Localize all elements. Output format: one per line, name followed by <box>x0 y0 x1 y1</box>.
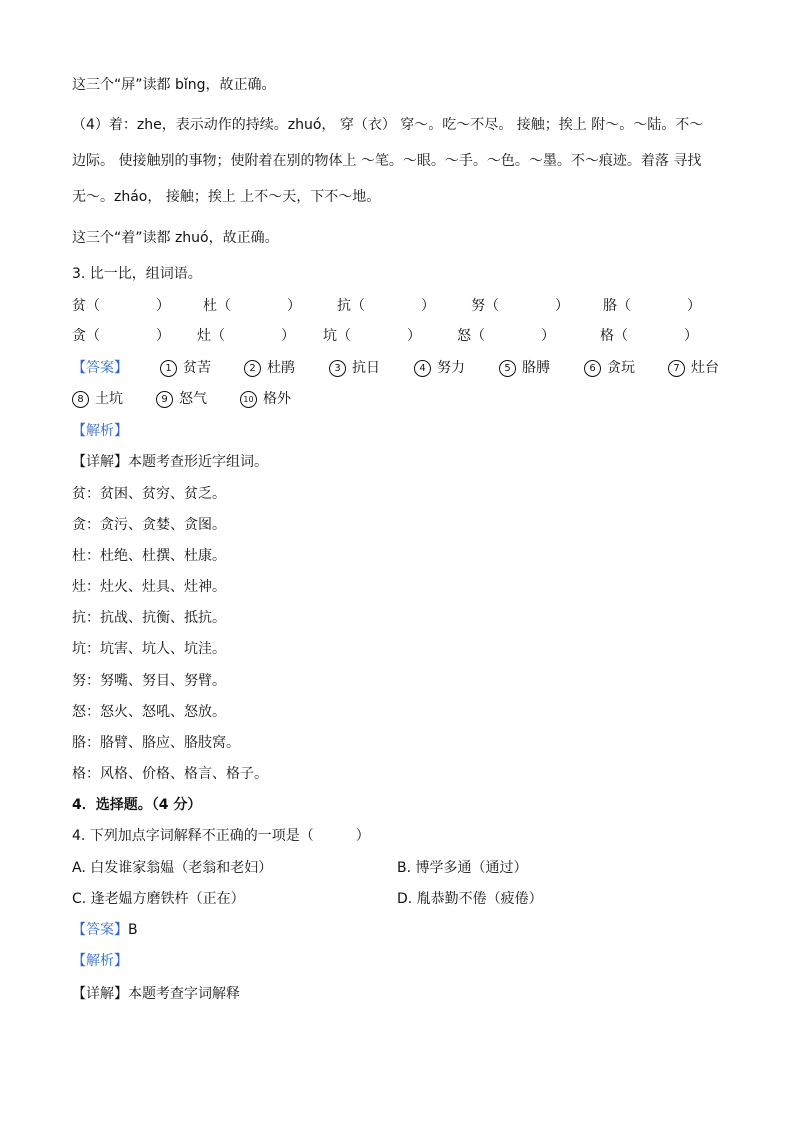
option-b: B. 博学多通（通过） <box>397 860 528 876</box>
detail-2-heading: 【详解】本题考查字词解释 <box>72 986 240 1002</box>
answer-item <box>244 359 295 377</box>
answer-word: 灶台 <box>691 360 719 376</box>
option-d: D. 胤恭勤不倦（疲倦） <box>397 891 543 907</box>
answer-2-value: B <box>128 922 138 938</box>
paragraph-zhuo-conclusion: 这三个“着”读都 zhuó，故正确。 <box>72 230 279 246</box>
question-3-title: 3. 比一比，组词语。 <box>72 266 202 282</box>
answer-2-label: 【答案】 <box>72 922 128 938</box>
compare-cell: 贪（ ） <box>72 328 170 344</box>
circled-number: 2 <box>244 360 261 377</box>
detail-heading: 【详解】本题考查形近字组词。 <box>72 454 268 470</box>
analysis-2-label: 【解析】 <box>72 953 128 969</box>
answer-item <box>156 390 207 408</box>
paragraph-zhe-2: 边际。 使接触别的事物；使附着在别的物体上 ～笔。～眼。～手。～色。～墨。不～痕迹。着落 寻找 <box>72 153 702 169</box>
compare-cell: 怒（ ） <box>457 328 555 344</box>
compare-cell: 贫（ ） <box>72 298 170 314</box>
word-group: 胳：胳臂、胳应、胳肢窝。 <box>72 735 240 751</box>
compare-cell: 胳（ ） <box>603 298 701 314</box>
answer-item <box>72 390 123 408</box>
word-group: 怒：怒火、怒吼、怒放。 <box>72 704 226 720</box>
answer-word: 抗日 <box>352 360 380 376</box>
compare-cell: 抗（ ） <box>337 298 435 314</box>
answer-item <box>414 359 465 377</box>
answer-label: 【答案】 <box>72 360 128 376</box>
circled-number: 9 <box>156 391 173 408</box>
circled-number: 5 <box>499 360 516 377</box>
analysis-label: 【解析】 <box>72 423 128 439</box>
option-c: C. 逢老媪方磨铁杵（正在） <box>72 891 245 907</box>
circled-number: 10 <box>240 391 257 408</box>
answer-word: 贫苦 <box>183 360 211 376</box>
word-group: 努：努嘴、努目、努臂。 <box>72 673 226 689</box>
circled-number: 3 <box>329 360 346 377</box>
answer-word: 杜鹃 <box>267 360 295 376</box>
compare-cell: 努（ ） <box>471 298 569 314</box>
circled-number: 1 <box>160 360 177 377</box>
word-group: 贪：贪污、贪婪、贪图。 <box>72 517 226 533</box>
answer-item <box>160 359 211 377</box>
compare-cell: 坑（ ） <box>323 328 421 344</box>
answer-item <box>329 359 380 377</box>
answer-word: 土坑 <box>95 391 123 407</box>
compare-cell: 格（ ） <box>600 328 698 344</box>
section-4-heading: 4．选择题。（4 分） <box>72 797 202 813</box>
answer-word: 贪玩 <box>607 360 635 376</box>
word-group: 灶：灶火、灶具、灶神。 <box>72 579 226 595</box>
word-group: 杜：杜绝、杜撰、杜康。 <box>72 548 226 564</box>
circled-number: 6 <box>584 360 601 377</box>
word-group: 格：风格、价格、格言、格子。 <box>72 766 268 782</box>
answer-word: 努力 <box>437 360 465 376</box>
paragraph-zhe-1: （4）着：zhe，表示动作的持续。zhuó， 穿（衣） 穿～。吃～不尽。 接触；挨上 附～。～陆。不～ <box>72 117 704 133</box>
answer-word: 怒气 <box>179 391 207 407</box>
answer-item <box>499 359 550 377</box>
answer-word: 胳膊 <box>522 360 550 376</box>
paragraph-zhe-3: 无～。zháo， 接触；挨上 上不～天，下不～地。 <box>72 189 381 205</box>
paragraph-ping: 这三个“屏”读都 bǐng，故正确。 <box>72 77 276 93</box>
answer-word: 格外 <box>263 391 291 407</box>
circled-number: 4 <box>414 360 431 377</box>
answer-2-row <box>72 921 138 939</box>
circled-number: 8 <box>72 391 89 408</box>
word-group: 抗：抗战、抗衡、抵抗。 <box>72 610 226 626</box>
answer-item <box>240 390 291 408</box>
answer-item <box>584 359 635 377</box>
compare-cell: 灶（ ） <box>197 328 295 344</box>
answer-item <box>668 359 719 377</box>
option-a: A. 白发谁家翁媪（老翁和老妇） <box>72 860 273 876</box>
word-group: 贫：贫困、贫穷、贫乏。 <box>72 486 226 502</box>
circled-number: 7 <box>668 360 685 377</box>
question-4-stem: 4. 下列加点字词解释不正确的一项是（ ） <box>72 828 370 844</box>
word-group: 坑：坑害、坑人、坑洼。 <box>72 641 226 657</box>
compare-cell: 杜（ ） <box>203 298 301 314</box>
